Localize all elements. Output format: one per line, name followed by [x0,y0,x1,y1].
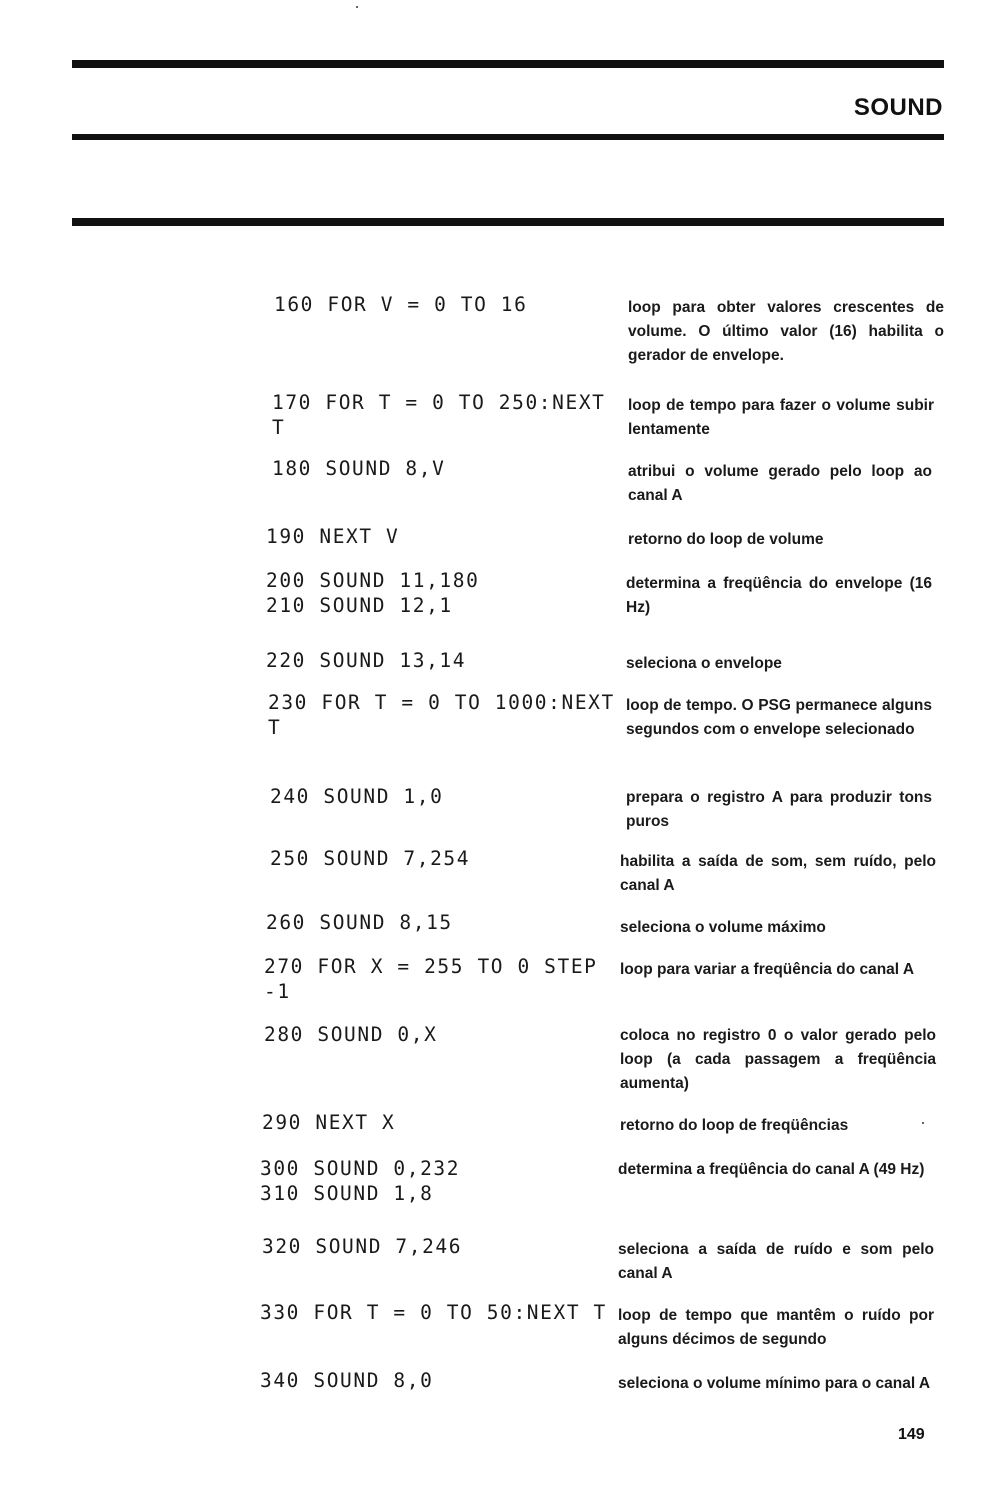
code-comment: coloca no registro 0 o valor gerado pelo loop (a cada passagem a freqüência aumenta) [620,1027,936,1092]
code-comment: loop para variar a freqüência do canal A [620,961,915,978]
code-comment: prepara o registro A para produzir tons puros [626,789,932,830]
code-comment: seleciona o envelope [626,655,782,672]
code-comment: atribui o volume gerado pelo loop ao canal A [628,463,932,504]
code-line: 270 FOR X = 255 TO 0 STEP -1 [264,955,598,1003]
code-line: 320 SOUND 7,246 [262,1235,463,1258]
code-line: 250 SOUND 7,254 [270,847,471,870]
code-line: 260 SOUND 8,15 [266,911,453,934]
scan-speck [356,6,358,8]
code-line: 290 NEXT X [262,1111,396,1134]
code-comment: retorno do loop de freqüências [620,1117,849,1134]
page-number: 149 [898,1426,925,1443]
code-line: 230 FOR T = 0 TO 1000:NEXT T [268,691,615,739]
code-line: 200 SOUND 11,180 210 SOUND 12,1 [266,569,480,617]
code-comment: retorno do loop de volume [628,531,824,548]
code-comment: loop de tempo que mantêm o ruído por alguns décimos de segundo [618,1307,934,1348]
code-comment: seleciona a saída de ruído e som pelo canal A [618,1241,934,1282]
code-line: 170 FOR T = 0 TO 250:NEXT T [272,391,606,439]
scan-speck [922,1122,924,1124]
header-rule-bottom [72,218,944,226]
code-line: 220 SOUND 13,14 [266,649,467,672]
code-comment: determina a freqüência do envelope (16 Hz) [626,575,932,616]
code-line: 240 SOUND 1,0 [270,785,444,808]
code-comment: seleciona o volume máximo [620,919,826,936]
header-rule-top [72,60,944,68]
code-line: 330 FOR T = 0 TO 50:NEXT T [260,1301,607,1324]
code-line: 280 SOUND 0,X [264,1023,438,1046]
code-comment: habilita a saída de som, sem ruído, pelo canal A [620,853,936,894]
header-rule-middle [72,134,944,140]
code-line: 190 NEXT V [266,525,400,548]
code-comment: loop de tempo. O PSG permanece alguns segundos com o envelope selecionado [626,697,932,738]
section-title: SOUND [853,94,943,121]
code-line: 160 FOR V = 0 TO 16 [274,293,528,316]
code-line: 180 SOUND 8,V [272,457,446,480]
code-line: 340 SOUND 8,0 [260,1369,434,1392]
code-comment: loop de tempo para fazer o volume subir lentamente [628,397,934,438]
code-comment: seleciona o volume mínimo para o canal A [618,1375,931,1392]
code-comment: loop para obter valores crescentes de volume. O último valor (16) habilita o gerador de envelope. [628,299,944,364]
code-comment: determina a freqüência do canal A (49 Hz) [618,1161,925,1178]
code-line: 300 SOUND 0,232 310 SOUND 1,8 [260,1157,461,1205]
